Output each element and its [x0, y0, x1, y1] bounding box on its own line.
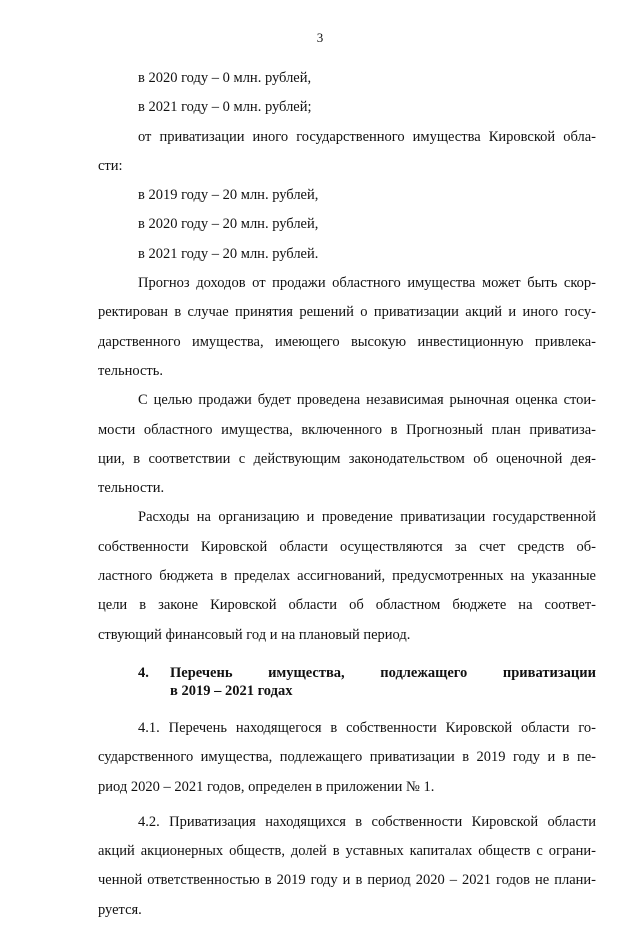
text-line: ректирован в случае принятия решений о приватизации акций и иного госу- — [98, 304, 596, 321]
section-4-heading — [98, 664, 596, 700]
text-line: от приватизации иного государственного имущества Кировской обла- — [138, 128, 596, 145]
page-number: 3 — [316, 30, 324, 45]
text-line: в 2020 году – 0 млн. рублей, — [138, 70, 312, 86]
text-line: цели в законе Кировской области об областном бюджете на соответ- — [98, 597, 596, 614]
text-line: Прогноз доходов от продажи областного имущества может быть скор- — [138, 275, 596, 292]
text-line: ции, в соответствии с действующим законодательством об оценочной дея- — [98, 450, 596, 467]
text-line: в 2021 году – 20 млн. рублей. — [138, 245, 319, 262]
text-line: 4.1. Перечень находящегося в собственности Кировской области го- — [138, 719, 596, 736]
document-body — [98, 64, 596, 925]
text-line: мости областного имущества, включенного в Прогнозный план приватиза- — [98, 421, 596, 438]
heading-word: подлежащего — [380, 664, 468, 681]
paragraph-4-2 — [98, 808, 596, 925]
paragraph-expenses — [98, 503, 596, 649]
text-line: тельность. — [98, 362, 164, 379]
heading-line-2: в 2019 – 2021 годах — [170, 682, 293, 699]
paragraph-4-1 — [98, 714, 596, 802]
text-line: в 2019 году – 20 млн. рублей, — [138, 187, 319, 204]
text-line: 4.2. Приватизация находящихся в собственности Кировской области — [138, 813, 596, 830]
text-line: акций акционерных обществ, долей в уставных капиталах обществ с ограни- — [98, 843, 596, 860]
section-number: 4. — [138, 664, 149, 681]
text-line: тельности. — [98, 480, 165, 497]
text-line: руется. — [98, 901, 142, 918]
text-line: собственности Кировской области осуществляются за счет средств об- — [98, 538, 596, 555]
text-line: дарственного имущества, имеющего высокую инвестиционную привлека- — [98, 333, 596, 350]
text-line: в 2021 году – 0 млн. рублей; — [138, 99, 312, 116]
text-line: в 2020 году – 20 млн. рублей, — [138, 216, 319, 233]
heading-word: приватизации — [502, 664, 596, 681]
text-line: риод 2020 – 2021 годов, определен в приложении № 1. — [98, 778, 435, 795]
text-line: ствующий финансовый год и на плановый период. — [98, 626, 411, 643]
text-line: сударственного имущества, подлежащего приватизации в 2019 году и в пе- — [98, 749, 596, 766]
text-line: С целью продажи будет проведена независимая рыночная оценка стои- — [138, 392, 596, 409]
text-line: сти: — [98, 157, 123, 174]
text-line: ченной ответственностью в 2019 году и в период 2020 – 2021 годов не плани- — [98, 872, 596, 889]
text-line: ластного бюджета в пределах ассигнований, предусмотренных на указанные — [98, 568, 596, 585]
heading-word: имущества, — [268, 664, 345, 681]
paragraph-forecast — [98, 269, 596, 386]
text-line: Расходы на организацию и проведение приватизации государственной — [138, 509, 596, 526]
heading-word: Перечень — [170, 664, 233, 681]
paragraph-valuation — [98, 386, 596, 503]
